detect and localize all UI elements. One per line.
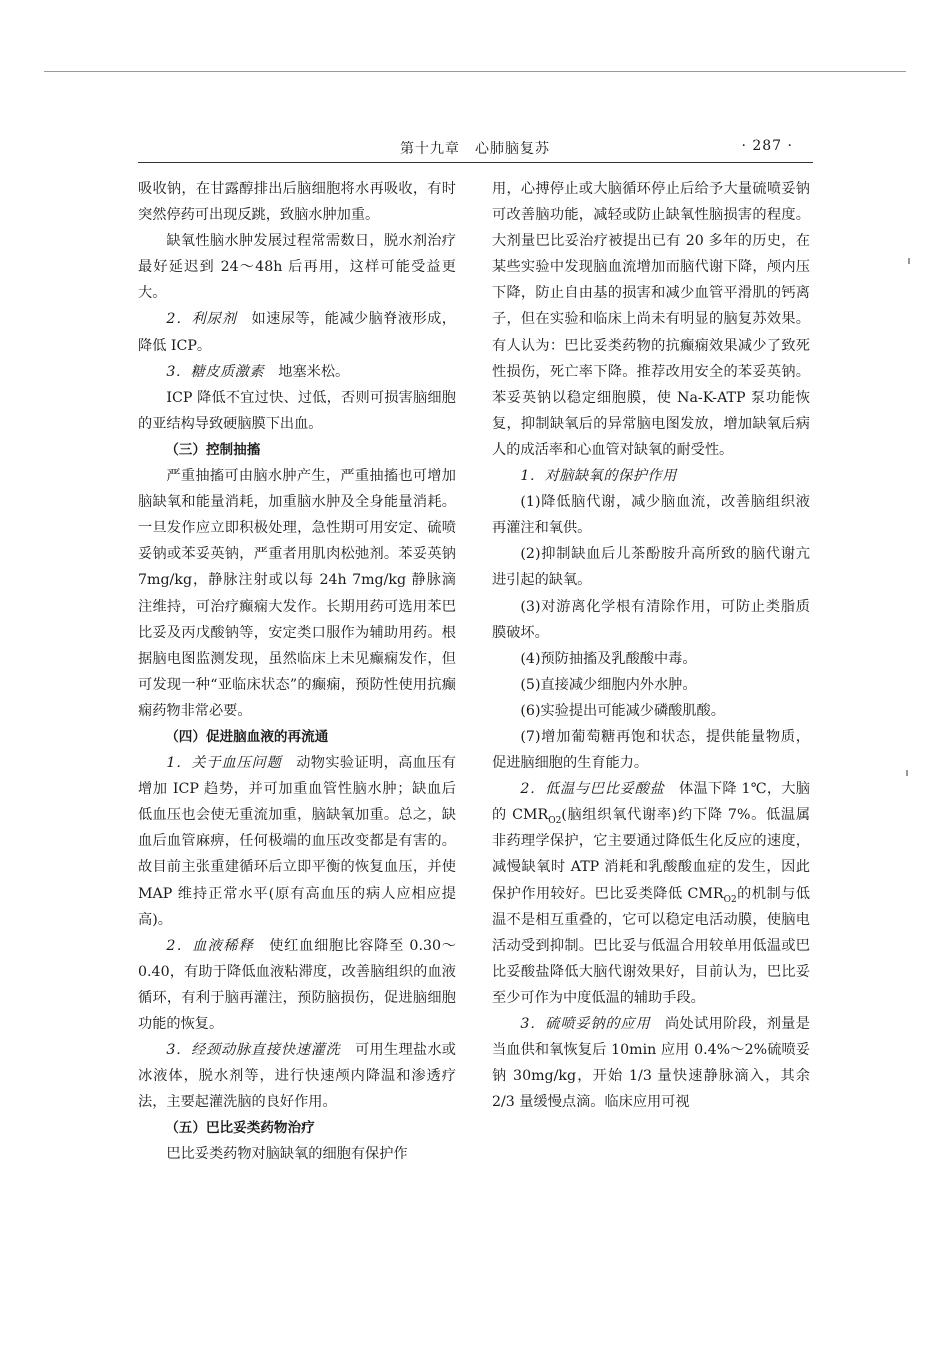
section-heading: （五）巴比妥类药物治疗	[165, 1120, 315, 1137]
subheading: 3．经颈动脉直接快速灌洗	[166, 1042, 341, 1059]
subheading: 3．硫喷妥钠的应用	[520, 1016, 651, 1032]
margin-mark	[908, 258, 910, 264]
paragraph-text: 使红血细胞比容降至 0.30～0.40，有助于降低血液粘滞度，改善脑组织的血液循环，有利于脑再灌注，预防脑损伤，促进脑细胞功能的恢复。	[138, 937, 456, 1032]
paragraph-text: 动物实验证明，高血压有增加 ICP 趋势，并可加重血管性脑水肿；缺血后低血压也会使无重流加重，脑缺氧加重。总之，缺血后血管麻痹，任何极端的血压改变都是有害的。故目前主张重建循环后立即平衡的恢复血压，并使 MAP 维持正常水平(原有高血压的病人应相应提高)。	[138, 755, 456, 928]
paragraph: ICP 降低不宜过快、过低，否则可损害脑细胞的亚结构导致硬脑膜下出血。	[138, 389, 456, 432]
paragraph	[138, 1037, 456, 1115]
paragraph	[492, 1011, 810, 1115]
right-column	[492, 176, 810, 1115]
list-item: (4)预防抽搐及乳酸酸中毒。	[520, 650, 697, 667]
list-item: (2)抑制缺血后儿茶酚胺升高所致的脑代谢亢进引起的缺氧。	[492, 546, 810, 589]
section-heading: （四）促进脑血液的再流通	[165, 728, 329, 745]
subheading: 2．血液稀释	[166, 937, 255, 954]
list-item: (3)对游离化学根有清除作用，可防止类脂质膜破坏。	[492, 598, 810, 641]
paragraph	[138, 359, 456, 385]
header-rule	[138, 162, 813, 163]
paragraph: 严重抽搐可由脑水肿产生，严重抽搐也可增加脑缺氧和能量消耗，加重脑水肿及全身能量消耗。一旦发作应立即积极处理，急性期可用安定、硫喷妥钠或苯妥英钠，严重者用肌肉松弛剂。苯妥英钠 7mg/kg，静脉注射或以每 24h 7mg/kg 静脉滴注维持，可治疗癫痫大发作。长期用药可选用苯巴比妥及丙戊酸钠等，安定类口服作为辅助用药。根据脑电图监测发现，虽然临床上未见癫痫发作，但可发现一种“亚临床状态”的癫痫，预防性使用抗癫痫药物非常必要。	[138, 468, 456, 719]
subscript: O2	[723, 894, 737, 905]
paragraph	[492, 776, 810, 1011]
paragraph	[138, 933, 456, 1037]
paragraph-text: 地塞米松。	[278, 363, 350, 380]
paragraph-text: 体温下降 1℃，大脑的 CMR	[492, 781, 810, 824]
chapter-title: 第十九章 心肺脑复苏	[400, 141, 550, 157]
list-item: (7)增加葡萄糖再饱和状态，提供能量物质，促进脑细胞的生育能力。	[492, 728, 810, 772]
top-rule	[44, 71, 906, 72]
paragraph-text: (脑组织氧代谢率)约下降 7%。低温属非药理学保护，它主要通过降低生化反应的速度，减慢缺氧时 ATP 消耗和乳酸酸血症的发生，因此保护作用较好。巴比妥类降低 CMR	[492, 807, 811, 902]
page-number: · 287 ·	[741, 138, 793, 154]
page-header	[138, 138, 813, 160]
paragraph: 用，心搏停止或大脑循环停止后给予大量硫喷妥钠可改善脑功能，减轻或防止缺氧性脑损害的程度。大剂量巴比妥治疗被提出已有 20 多年的历史，在某些实验中发现脑血流增加而脑代谢下降，颅内压下降，防止自由基的损害和减少血管平滑肌的钙离子，但在实验和临床上尚未有明显的脑复苏效果。有人认为：巴比妥类药物的抗癫痫效果减少了致死性损伤，死亡率下降。推荐改用安全的苯妥英钠。苯妥英钠以稳定细胞膜，使 Na-K-ATP 泵功能恢复，抑制缺氧后的异常脑电图发放，增加缺氧后病人的成活率和心血管对缺氧的耐受性。	[492, 181, 810, 458]
subheading: 2．利尿剂	[166, 311, 237, 328]
paragraph: 巴比妥类药物对脑缺氧的细胞有保护作	[166, 1146, 408, 1163]
paragraph-text: 的机制与低温不是相互重叠的，它可以稳定电活动膜，使脑电活动受到抑制。巴比妥与低温合用较单用低温或巴比妥酸盐降低大脑代谢效果好，目前认为，巴比妥至少可作为中度低温的辅助手段。	[492, 885, 810, 1006]
subheading: 1．对脑缺氧的保护作用	[520, 468, 677, 485]
paragraph-text: 可用生理盐水或冰液体，脱水剂等，进行快速颅内降温和渗透疗法，主要起灌洗脑的良好作用。	[138, 1042, 456, 1111]
subscript: O2	[548, 816, 562, 827]
subheading: 3．糖皮质激素	[166, 363, 265, 380]
paragraph: 缺氧性脑水肿发展过程常需数日，脱水剂治疗最好延迟到 24～48h 后再用，这样可能受益更大。	[138, 233, 456, 302]
list-item: (1)降低脑代谢，减少脑血流，改善脑组织液再灌注和氧供。	[492, 494, 810, 537]
list-item: (5)直接减少细胞内外水肿。	[520, 676, 697, 693]
section-heading: （三）控制抽搐	[165, 441, 261, 458]
paragraph	[138, 750, 456, 933]
list-item: (6)实验提出可能减少磷酸肌酸。	[520, 702, 725, 719]
paragraph-text: 尚处试用阶段，剂量是当血供和氧恢复后 10min 应用 0.4%～2%硫喷妥钠 30mg/kg，开始 1/3 量快速静脉滴入，其余 2/3 量缓慢点滴。临床应用可视	[492, 1016, 810, 1111]
margin-mark	[906, 770, 908, 776]
paragraph-text: 如速尿等，能减少脑脊液形成，降低 ICP。	[138, 311, 456, 354]
paragraph	[138, 306, 456, 358]
subheading: 2．低温与巴比妥酸盐	[520, 781, 665, 798]
paragraph: 吸收钠，在甘露醇排出后脑细胞将水再吸收，有时突然停药可出现反跳，致脑水肿加重。	[138, 181, 456, 224]
subheading: 1．关于血压问题	[166, 755, 282, 772]
left-column	[138, 176, 456, 1168]
